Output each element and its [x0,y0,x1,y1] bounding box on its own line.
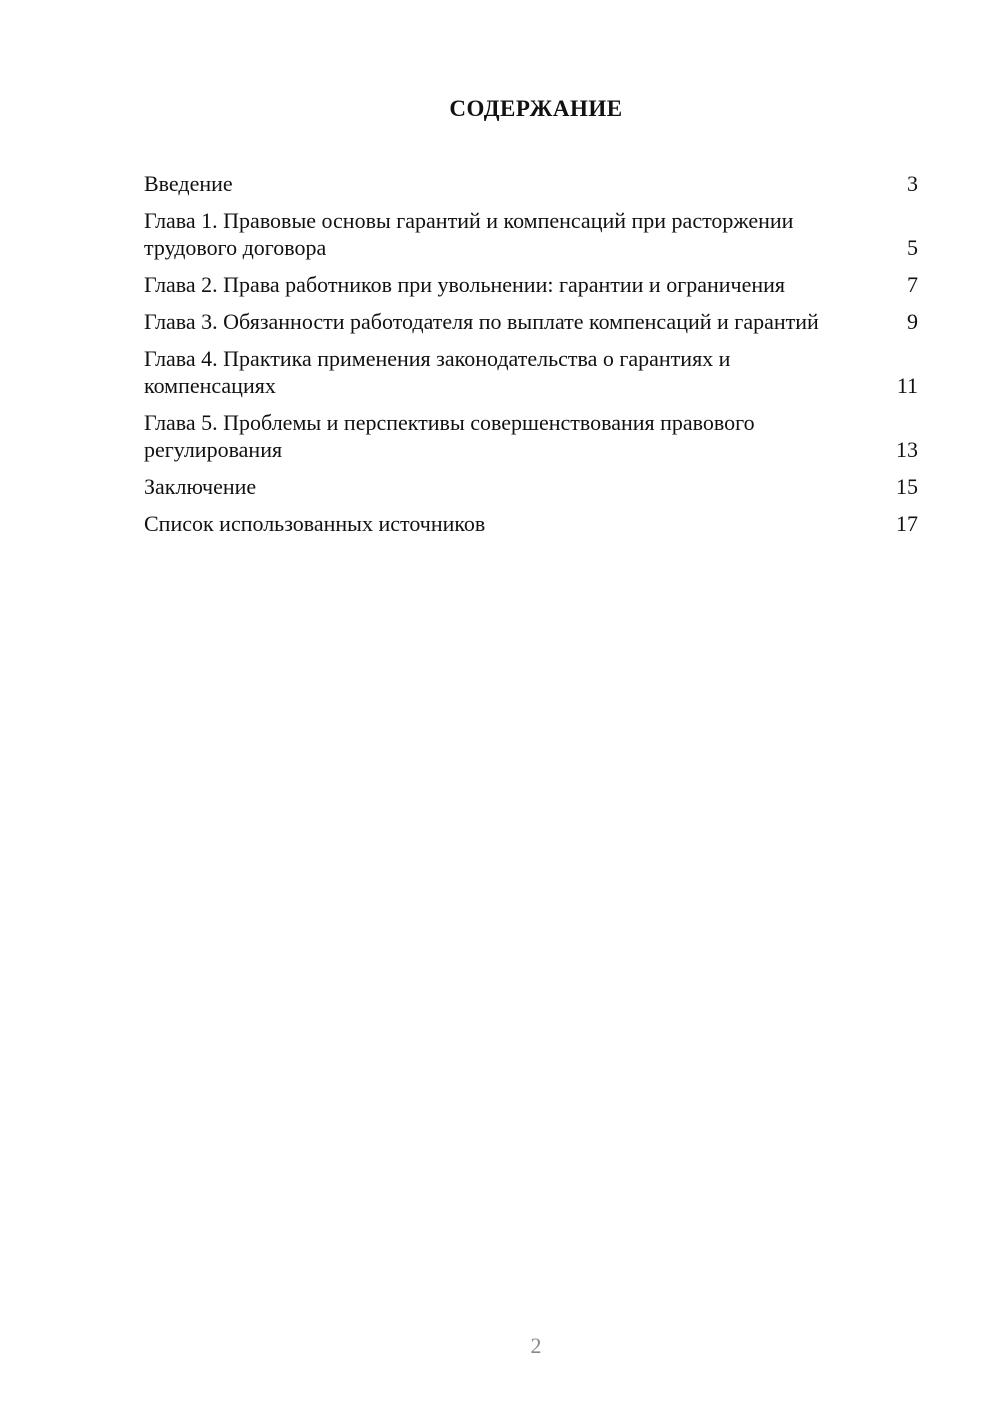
toc-entry-chapter-3 [144,308,918,335]
toc-entry-introduction [144,170,918,197]
toc-entry-text: Глава 3. Обязанности работодателя по выплате компенсаций и гарантий [144,309,819,334]
toc-entry-page: 11 [896,373,918,398]
toc-entry-text: Глава 1. Правовые основы гарантий и компенсаций при расторжении трудового договора [144,208,794,260]
toc-entry-chapter-4 [144,345,918,399]
toc-entry-page: 17 [896,511,918,536]
toc-entry-text: Глава 4. Практика применения законодательства о гарантиях и компенсациях [144,346,731,398]
toc-entry-chapter-2 [144,271,918,298]
toc-entry-text: Глава 2. Права работников при увольнении: гарантии и ограничения [144,272,786,297]
toc-entry-text: Список использованных источников [144,511,486,536]
toc-entry-page: 7 [907,272,918,297]
toc-title: СОДЕРЖАНИЕ [449,96,623,121]
page-number: 2 [530,1333,542,1358]
toc-entry-references [144,510,918,537]
toc-entry-page: 3 [907,171,918,196]
toc-entry-page: 13 [896,437,918,462]
toc-entry-chapter-5 [144,409,918,463]
toc-entry-page: 9 [907,309,918,334]
toc-entry-text: Введение [144,171,233,196]
toc-entry-text: Глава 5. Проблемы и перспективы совершенствования правового регулирования [144,410,755,462]
toc-entry-page: 5 [907,235,918,260]
toc-entry-text: Заключение [144,474,257,499]
toc-entry-conclusion [144,473,918,500]
toc-entry-chapter-1 [144,207,918,261]
toc-entry-page: 15 [896,474,918,499]
table-of-contents [144,170,918,547]
